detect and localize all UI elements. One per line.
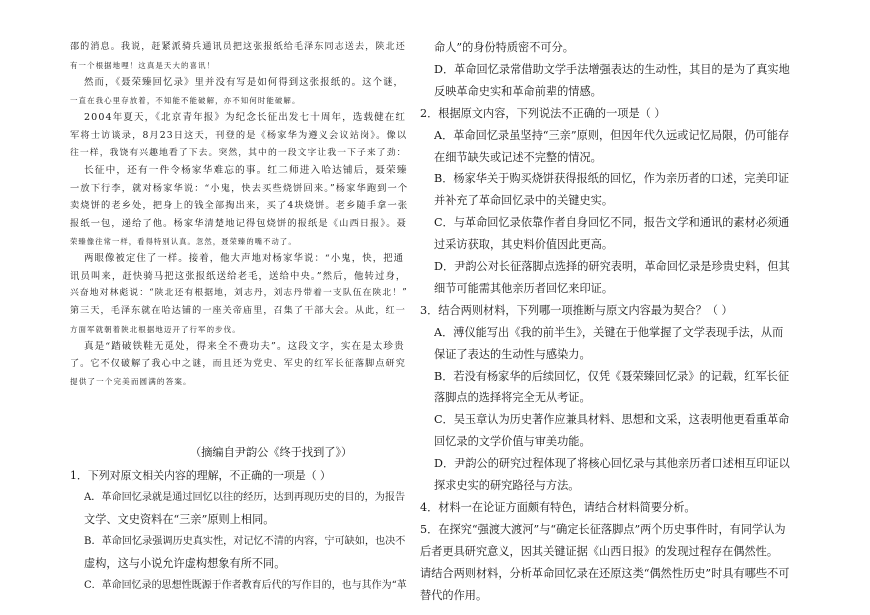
question-1-option: 文学、文史资料在“三亲”原则上相同。 xyxy=(84,513,275,526)
question-1-option: C．革命回忆录的思想性既源于作者教育后代的写作目的，也与其作为“革 xyxy=(84,580,407,591)
question-line: D．革命回忆录常借助文学手法增强表达的生动性，其目的是为了真实地 xyxy=(434,62,790,76)
question-1-option: B．革命回忆录强调历史真实性，对记忆不清的内容，宁可缺如，也决不 xyxy=(84,536,406,547)
passage-line: 邵的消息。我说，赶紧派骑兵通讯员把这张报纸给毛泽东同志送去，陕北还 xyxy=(70,42,406,52)
question-1-option: 虚构，这与小说允许虚构想象有所不同。 xyxy=(84,557,286,570)
question-line: B．杨家华关于购买烧饼获得报纸的回忆，作为亲历者的口述，完美印证 xyxy=(434,172,790,186)
passage-line: 荣臻像往常一样，看得特别认真。忽然，聂荣臻的嘴不动了。 xyxy=(70,236,297,246)
passage-line: 第三天，毛泽东就在哈达铺的一座关帝庙里，召集了干部大会。从此，红一 xyxy=(70,306,406,316)
right-column xyxy=(420,0,798,600)
question-line: 请结合两则材料，分析革命回忆录在还原这类“偶然性历史”时具有哪些不可 xyxy=(420,566,790,580)
question-line: 保证了表达的生动性与感染力。 xyxy=(434,347,591,361)
question-line: 并补充了革命回忆录中的关键史实。 xyxy=(434,194,614,208)
question-line: B．若没有杨家华的后续回忆，仅凭《聂荣臻回忆录》的记载，红军长征 xyxy=(434,369,790,383)
passage-line: 方面军就朝着陕北根据地迈开了行军的步伐。 xyxy=(70,324,241,334)
passage-line: 真是“踏破铁鞋无觅处，得来全不费功夫”。这段文字，实在是太珍贵 xyxy=(84,341,405,353)
passage-line: 军将士访谈录，8月23日这天，刊登的是《杨家华为遵义会议站岗》。像以 xyxy=(70,130,408,141)
question-line: D．尹韵公的研究过程体现了将核心回忆录与其他亲历者口述相互印证以 xyxy=(434,457,790,471)
question-line: 过采访获取，其史料价值因此更高。 xyxy=(434,238,614,252)
passage-line: 提供了一个完美而圆满的答案。 xyxy=(70,377,192,387)
question-line: 反映革命史实和革命前辈的情感。 xyxy=(434,84,602,98)
passage-line: 2004年夏天，《北京青年报》为纪念长征出发七十周年，选载健在红 xyxy=(84,112,407,124)
question-line: A．溥仪能写出《我的前半生》，关键在于他掌握了文学表现手法，从而 xyxy=(434,325,784,339)
question-line: 命人”的身份特质密不可分。 xyxy=(434,41,574,54)
source-note: （摘编自尹韵公《终于找到了》） xyxy=(190,446,353,459)
question-1-stem: 1．下列对原文相关内容的理解，不正确的一项是（ ） xyxy=(70,469,331,482)
question-line: D．尹韵公对长征落脚点选择的研究表明，革命回忆录是珍贵史料，但其 xyxy=(434,260,790,273)
passage-line: 有一个根据地哩！这真是天大的喜讯！ xyxy=(70,60,216,70)
question-line: 2．根据原文内容，下列说法不正确的一项是（ ） xyxy=(420,106,666,120)
left-column xyxy=(70,0,408,600)
passage-line: 一放下行李，就对杨家华说：“小鬼，快去买些烧饼回来。”杨家华跑到一个 xyxy=(70,182,408,194)
passage-line: 两眼像被定住了一样。接着，他大声地对杨家华说：“小鬼，快，把通 xyxy=(84,253,405,265)
question-line: C．与革命回忆录依靠作者自身回忆不同，报告文学和通讯的素材必须通 xyxy=(434,216,790,230)
passage-line: 报纸一包，递给了他。杨家华清楚地记得包烧饼的报纸是《山西日报》。聂 xyxy=(70,218,407,229)
question-line: 细节可能需其他亲历者回忆来印证。 xyxy=(434,281,614,295)
question-line: 落脚点的选择将完全无从考证。 xyxy=(434,391,591,405)
question-line: 4．材料一在论证方面颇有特色，请结合材料简要分析。 xyxy=(420,500,696,514)
question-line: 探求史实的研究路径与方法。 xyxy=(434,479,580,492)
question-line: A．革命回忆录虽坚持“三亲”原则，但因年代久远或记忆局限，仍可能存 xyxy=(434,128,790,142)
passage-line: 了。它不仅破解了我心中之谜，而且还为党史、军史的红军长征落脚点研究 xyxy=(70,358,406,369)
question-line: 后者更具研究意义，因其关键证据《山西日报》的发现过程存在偶然性。 xyxy=(420,544,779,558)
passage-line: 往一样，我饶有兴趣地看了下去。突然，其中的一段文字让我一下子来了劲： xyxy=(70,147,407,158)
question-line: C．吴玉章认为历史著作应兼具材料、思想和文采，这表明他更看重革命 xyxy=(434,413,790,427)
question-line: 5．在探究“强渡大渡河”与“确定长征落脚点”两个历史事件时，有同学认为 xyxy=(420,522,786,536)
question-line: 替代的作用。 xyxy=(420,588,488,602)
passage-line: 长征中，还有一件令杨家华难忘的事。红二师进入哈达铺后，聂荣臻 xyxy=(84,165,408,177)
passage-line: 卖烧饼的老乡处，把身上的钱全部掏出来，买了4块烧饼。老乡随手拿一张 xyxy=(70,200,408,212)
passage-line: 讯员叫来，赶快骑马把这张报纸送给老毛，送给中央。”然后，他转过身， xyxy=(70,270,407,282)
question-line: 在细节缺失或记述不完整的情况。 xyxy=(434,150,602,164)
passage-line: 兴奋地对林彪说：“陕北还有根据地，刘志丹，刘志丹带着一支队伍在陕北！” xyxy=(70,288,408,299)
passage-line: 然而，《聂荣臻回忆录》里并没有写是如何得到这张报纸的。这个谜， xyxy=(84,77,405,89)
passage-line: 一直在我心里存放着，不知能不能破解，亦不知何时能破解。 xyxy=(70,95,301,105)
question-line: 回忆录的文学价值与审美功能。 xyxy=(434,435,591,449)
question-1-option: A．革命回忆录就是通过回忆以往的经历，达到再现历史的目的，为报告 xyxy=(84,492,406,503)
question-line: 3．结合两则材料，下列哪一项推断与原文内容最为契合？（ ） xyxy=(420,303,733,317)
